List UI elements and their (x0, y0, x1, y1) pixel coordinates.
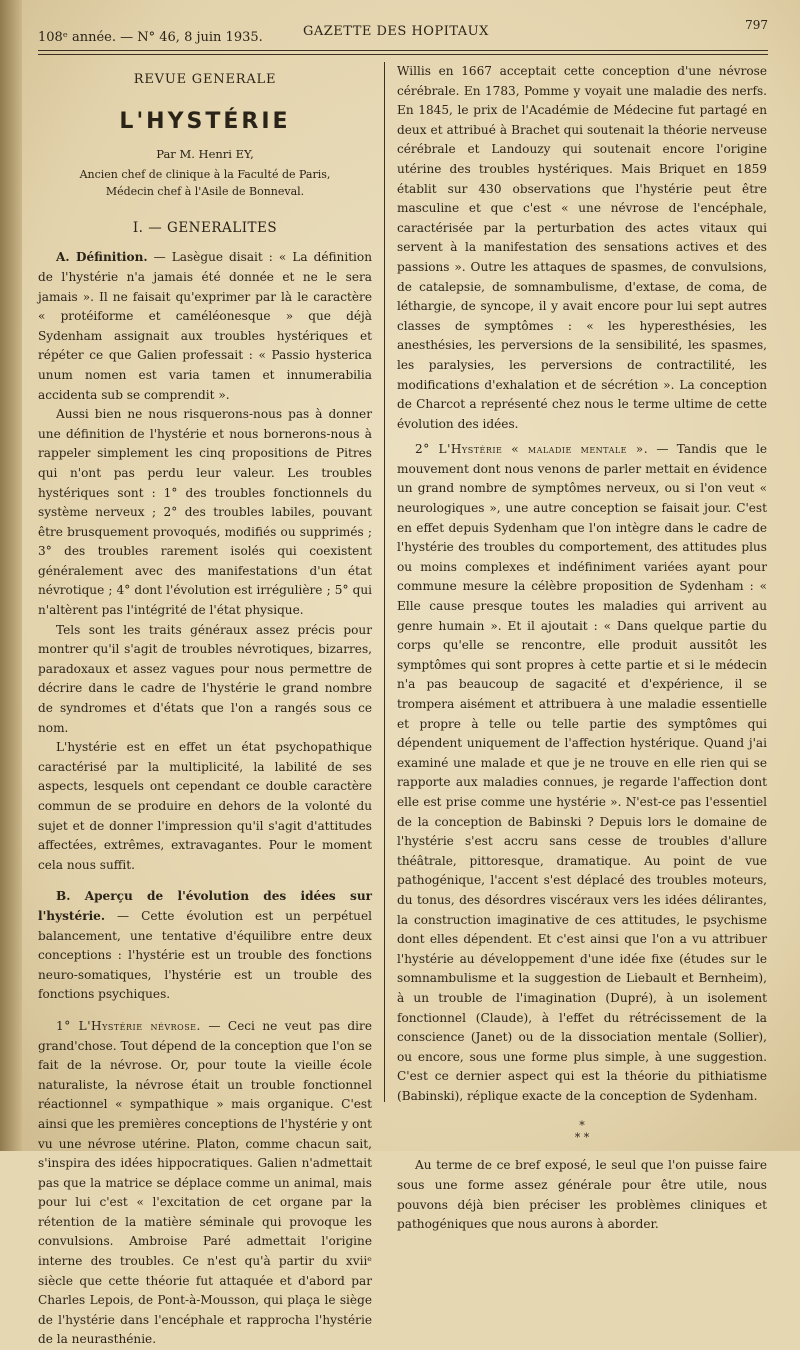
left-column (38, 62, 372, 1350)
header-rule (38, 50, 768, 51)
paragraph-text: L'hystérie est en effet un état psychopathique caractérisé par la multiplicité, la labilité de ses aspects, lesquels ont cependant ce double caractère commun de se produire en dehors de la volonté du sujet et de donner l'impression qu'il s'agit d'attitudes affectées, extrêmes, extravagantes. Pour le moment cela nous suffit. (38, 740, 372, 872)
author-affiliation-2: Médecin chef à l'Asile de Bonneval. (105, 184, 305, 198)
column-divider (384, 62, 385, 1102)
journal-title: GAZETTE DES HOPITAUX (303, 24, 489, 39)
paragraph-text: — Tandis que le mouvement dont nous venons de parler mettait en évidence un grand nombre de symptômes nerveux, ou si l'on veut « neurologiques », une autre conception se faisait jour. C'est en effet depuis Sydenham que l'on intègre dans le cadre de l'hystérie des troubles du comportement, des attitudes plus ou moins complexes et indéfiniment variées ayant pour commune mesure la célèbre proposition de Sydenham : « Elle cause presque toutes les maladies qui arrivent au genre humain ». Et il ajoutait : « Dans quelque partie du corps qu'elle se rencontre, elle produit aussitôt les symptômes qui sont propres à cette partie et si le médecin n'a pas beaucoup de sagacité et d'expérience, il se trompera aisément et attribuera à une maladie essentielle et propre à telle ou telle partie des symptômes qui dépendent uniquement de l'affection hystérique. Quand j'ai examiné une malade et que je ne trouve en elle rien qui se rapporte aux maladies connues, je regarde l'affection dont elle est prise comme une hystérie ». N'est-ce pas l'essentiel de la conception de Babinski ? Depuis lors le domaine de l'hystérie s'est accru sans cesse de troubles d'allure théâtrale, pittoresque, dramatique. Au point de vue pathogénique, l'accent s'est déplacé des troubles moteurs, du tonus, des désordres viscéraux vers les idées délirantes, la construction imaginative de ces attitudes, le psychisme dont elles dépendent. Et c'est ainsi que l'on a vu attribuer l'hystérie au développement d'une idée fixe (études sur le somnambulisme et la suggestion de Liebault et Bernheim), à un trouble de l'imagination (Dupré), à un isolement fonctionnel (Claude), à l'effet du rétrécissement de la conscience (Janet) ou de la dissociation mentale (Sollier), ou encore, sous une forme plus simple, à une suggestion. C'est ce dernier aspect qui est la théorie du pithiatisme (Babinski), réplique exacte de la conception de Sydenham. (397, 442, 767, 1103)
paragraph-evolution (38, 887, 372, 1005)
page-number: 797 (745, 18, 768, 32)
author-name: Par M. Henri EY, (156, 147, 254, 162)
paragraph-heading: 2° L'Hystérie « maladie mentale ». (415, 442, 649, 457)
section-kicker: REVUE GENERALE (133, 72, 277, 87)
section-heading: I. — GENERALITES (132, 219, 278, 236)
page-header (38, 18, 768, 54)
paragraph-conclusion: Au terme de ce bref exposé, le seul que l'on puisse faire sous une forme assez générale pour être utile, nous pouvons déjà bien préciser les problèmes cliniques et pathogéniques que nous aurons à aborder. (397, 1158, 767, 1232)
paragraph-text: Tels sont les traits généraux assez précis pour montrer qu'il s'agit de troubles névrotiques, bizarres, paradoxaux et assez vagues pour nous permettre de décrire dans le cadre de l'hystérie le grand nombre de syndromes et d'états que l'on a rangés sous ce nom. (38, 622, 372, 735)
header-rule-double (38, 54, 768, 55)
page-edge-shadow (0, 0, 22, 1151)
paragraph-text: — Ceci ne veut pas dire grand'chose. Tout dépend de la conception que l'on se fait de la névrose. Or, pour toute la vieille école naturaliste, la névrose était un trouble fonctionnel réactionnel « sympathique » mais organique. C'est ainsi que les premières conceptions de l'hystérie y ont vu une névrose utérine. Platon, comme chacun sait, s'inspira des idées hippocratiques. Galien n'admettait pas que la matrice se déplace comme un animal, mais pour lui c'est « l'excitation de cet organe par la rétention de la matière séminale qui provoque les convulsions. Ambroise Paré admettait l'origine interne des troubles. Ce n'est qu'à partir du xviiᵉ siècle que cette théorie fut attaquée et d'abord par Charles Lepois, de Pont-à-Mousson, qui plaça le siège de l'hystérie dans l'encéphale et rapprocha l'hystérie de la neurasthénie. (38, 1018, 372, 1347)
paragraph-text: Willis en 1667 acceptait cette conception d'une névrose cérébrale. En 1783, Pomme y voyait une maladie des nerfs. En 1845, le prix de l'Académie de Médecine fut partagé en deux et attribué à Brachet qui soutenait la théorie nerveuse cérébrale et Landouzy qui soutenait encore l'origine utérine des troubles hystériques. Mais Briquet en 1859 établit sur 430 observations que l'hystérie peut être masculine et que c'est « une névrose de l'encéphale, caractérisée par la perturbation des actes vitaux qui servent à la manifestation des sensations actives et des passions ». Outre les attaques de spasmes, de convulsions, de catalepsie, de somnambulisme, d'extase, de coma, de léthargie, de syncope, il y avait encore pour lui sept autres classes de symptômes : « les hyperesthésies, les anesthésies, les perversions de la sensibilité, les spasmes, les paralysies, les perversions de contractilité, les modifications d'exhalation et de sécrétion ». La conception de Charcot a représenté chez nous le terme ultime de cette évolution des idées. (397, 64, 767, 431)
paragraph-maladie-mentale (397, 440, 767, 1106)
section-separator: * * * (574, 1119, 590, 1145)
paragraph-heading: A. Définition. (56, 250, 148, 265)
paragraph-heading: 1° L'Hystérie névrose. (56, 1018, 201, 1033)
paragraph-heading: B. Aperçu de l'évolution des idées sur l'hystérie. (38, 889, 372, 923)
paragraph-nevrose (38, 1017, 372, 1350)
author-affiliation-1: Ancien chef de clinique à la Faculté de Paris, (79, 167, 331, 181)
paragraph-definition (38, 248, 372, 405)
right-column (397, 62, 767, 1235)
paragraph-text: Aussi bien ne nous risquerons-nous pas à donner une définition de l'hystérie et nous bornerons-nous à rappeler simplement les cinq propositions de Pitres qui n'ont pas perdu leur valeur. Les troubles hystériques sont : 1° des troubles fonctionnels du système nerveux ; 2° des troubles labiles, pouvant être brusquement provoqués, modifiés ou supprimés ; 3° des troubles rarement isolés qui coexistent généralement avec des manifestations d'un état névrotique ; 4° dont l'évolution est irrégulière ; 5° qui n'altèrent pas l'intégrité de l'état physique. (38, 407, 372, 618)
issue-info: 108ᵉ année. — N° 46, 8 juin 1935. (38, 30, 263, 45)
paragraph-text: — Cette évolution est un perpétuel balancement, une tentative d'équilibre entre deux conceptions : l'hystérie est un trouble des fonctions neuro-somatiques, l'hystérie est un trouble des fonctions psychiques. (38, 908, 372, 1002)
article-title: L'HYSTÉRIE (119, 108, 291, 134)
paragraph-text: — Lasègue disait : « La définition de l'hystérie n'a jamais été donnée et ne le sera jamais ». Il ne faisait qu'exprimer par là le caractère « protéiforme et caméléonesque » que déjà Sydenham assignait aux troubles hystériques et répéter ce que Galien professait : « Passio hysterica unum nomen est varia tamen et innumerabilia accidenta sub se comprendit ». (38, 250, 372, 402)
